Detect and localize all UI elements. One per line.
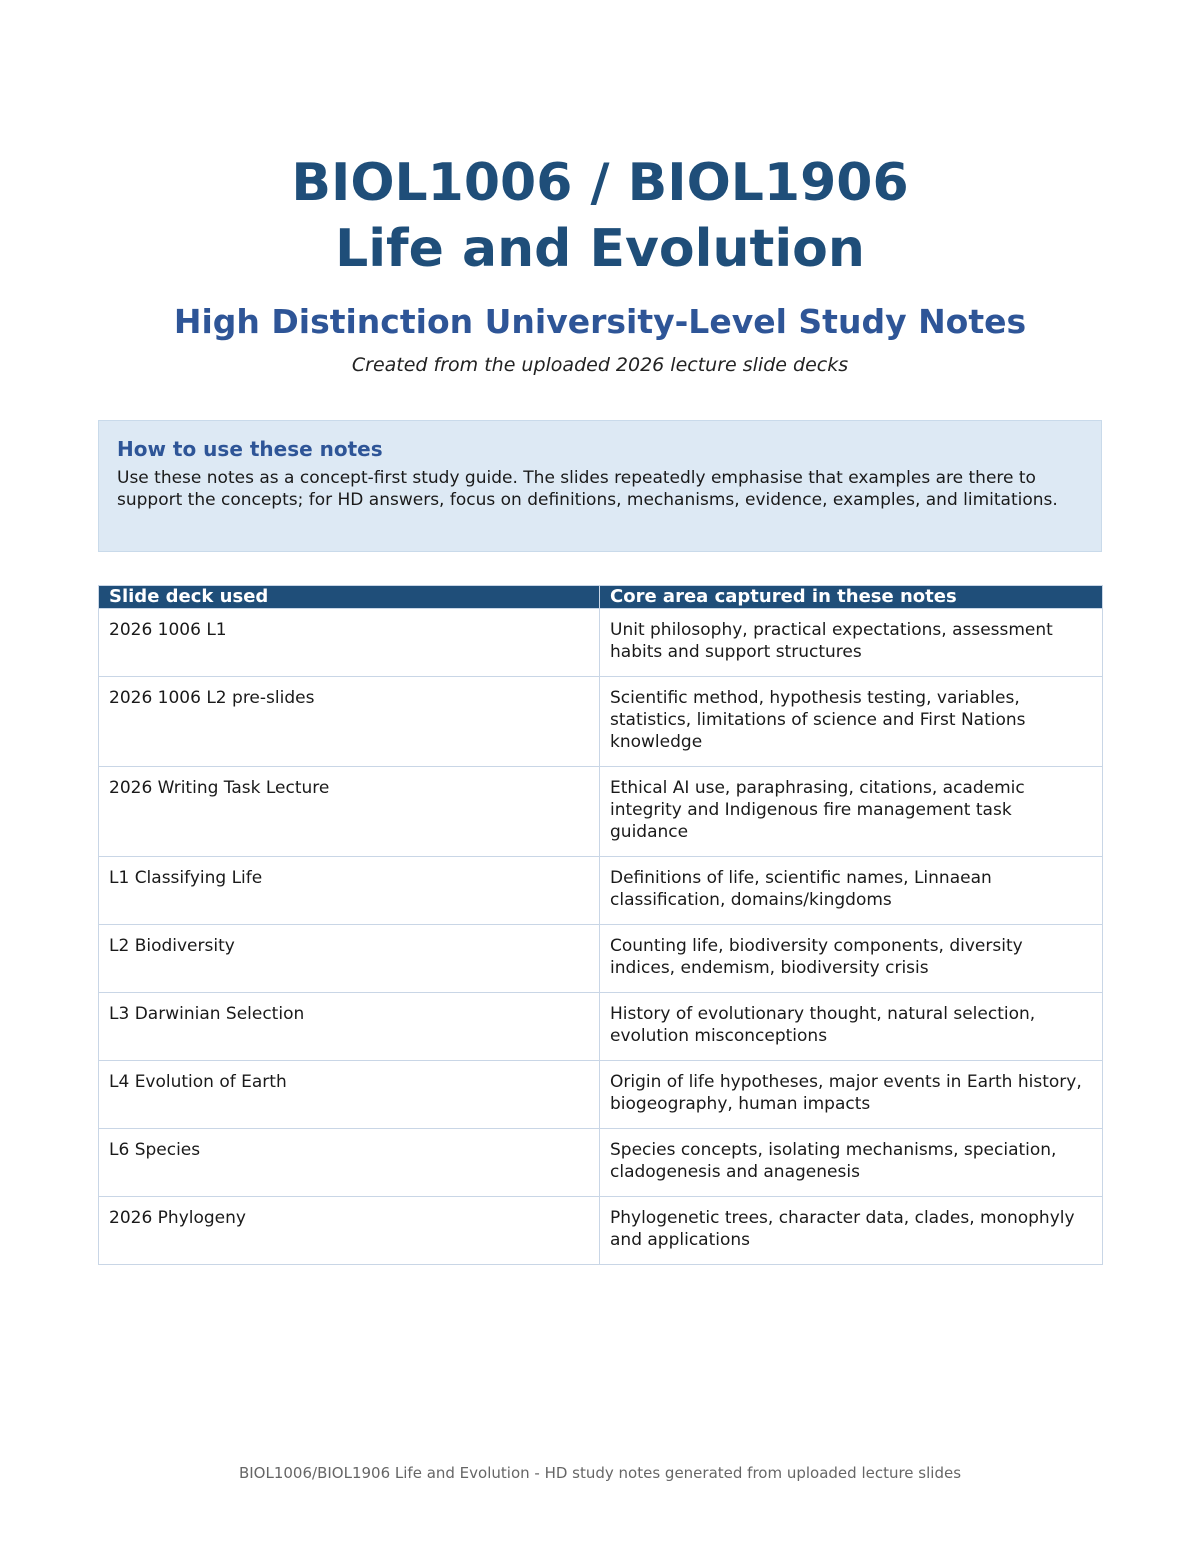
column-header-core-area: Core area captured in these notes <box>600 586 1103 609</box>
core-area-cell: Definitions of life, scientific names, Linnaean classification, domains/kingdoms <box>600 857 1103 925</box>
table-row <box>99 1129 1103 1197</box>
how-to-use-callout <box>98 420 1102 552</box>
core-area-cell: Unit philosophy, practical expectations, assessment habits and support structures <box>600 609 1103 677</box>
table-row <box>99 1061 1103 1129</box>
slide-deck-cell: L6 Species <box>99 1129 600 1197</box>
slide-deck-cell: 2026 Phylogeny <box>99 1197 600 1265</box>
core-area-cell: Counting life, biodiversity components, diversity indices, endemism, biodiversity crisis <box>600 925 1103 993</box>
table-header-row <box>99 586 1103 609</box>
core-area-cell: Ethical AI use, paraphrasing, citations, academic integrity and Indigenous fire management task guidance <box>600 767 1103 857</box>
slide-deck-cell: L3 Darwinian Selection <box>99 993 600 1061</box>
table-row <box>99 993 1103 1061</box>
core-area-cell: Scientific method, hypothesis testing, variables, statistics, limitations of science and First Nations knowledge <box>600 677 1103 767</box>
course-name-title: Life and Evolution <box>335 219 865 279</box>
slide-deck-cell: L2 Biodiversity <box>99 925 600 993</box>
slide-deck-cell: 2026 1006 L1 <box>99 609 600 677</box>
table-row <box>99 857 1103 925</box>
callout-body: Use these notes as a concept-first study guide. The slides repeatedly emphasise that examples are there to support the concepts; for HD answers, focus on definitions, mechanisms, evidence, examples, and limitations. <box>117 468 1058 510</box>
core-area-cell: History of evolutionary thought, natural selection, evolution misconceptions <box>600 993 1103 1061</box>
page-footer: BIOL1006/BIOL1906 Life and Evolution - HD study notes generated from uploaded lecture slides <box>238 1464 962 1482</box>
table-row <box>99 1197 1103 1265</box>
core-area-cell: Phylogenetic trees, character data, clades, monophyly and applications <box>600 1197 1103 1265</box>
course-code-title: BIOL1006 / BIOL1906 <box>291 153 909 213</box>
table-row <box>99 925 1103 993</box>
slide-deck-cell: L4 Evolution of Earth <box>99 1061 600 1129</box>
created-note: Created from the uploaded 2026 lecture slide decks <box>351 354 849 376</box>
slide-deck-table <box>98 585 1103 1265</box>
table-row <box>99 767 1103 857</box>
slide-deck-cell: L1 Classifying Life <box>99 857 600 925</box>
table-row <box>99 609 1103 677</box>
title-block <box>0 150 1200 378</box>
core-area-cell: Origin of life hypotheses, major events in Earth history, biogeography, human impacts <box>600 1061 1103 1129</box>
column-header-slide-deck: Slide deck used <box>99 586 600 609</box>
core-area-cell: Species concepts, isolating mechanisms, speciation, cladogenesis and anagenesis <box>600 1129 1103 1197</box>
callout-heading: How to use these notes <box>117 437 383 461</box>
slide-deck-cell: 2026 Writing Task Lecture <box>99 767 600 857</box>
slide-deck-cell: 2026 1006 L2 pre-slides <box>99 677 600 767</box>
table-row <box>99 677 1103 767</box>
document-subtitle: High Distinction University-Level Study Notes <box>173 302 1027 341</box>
